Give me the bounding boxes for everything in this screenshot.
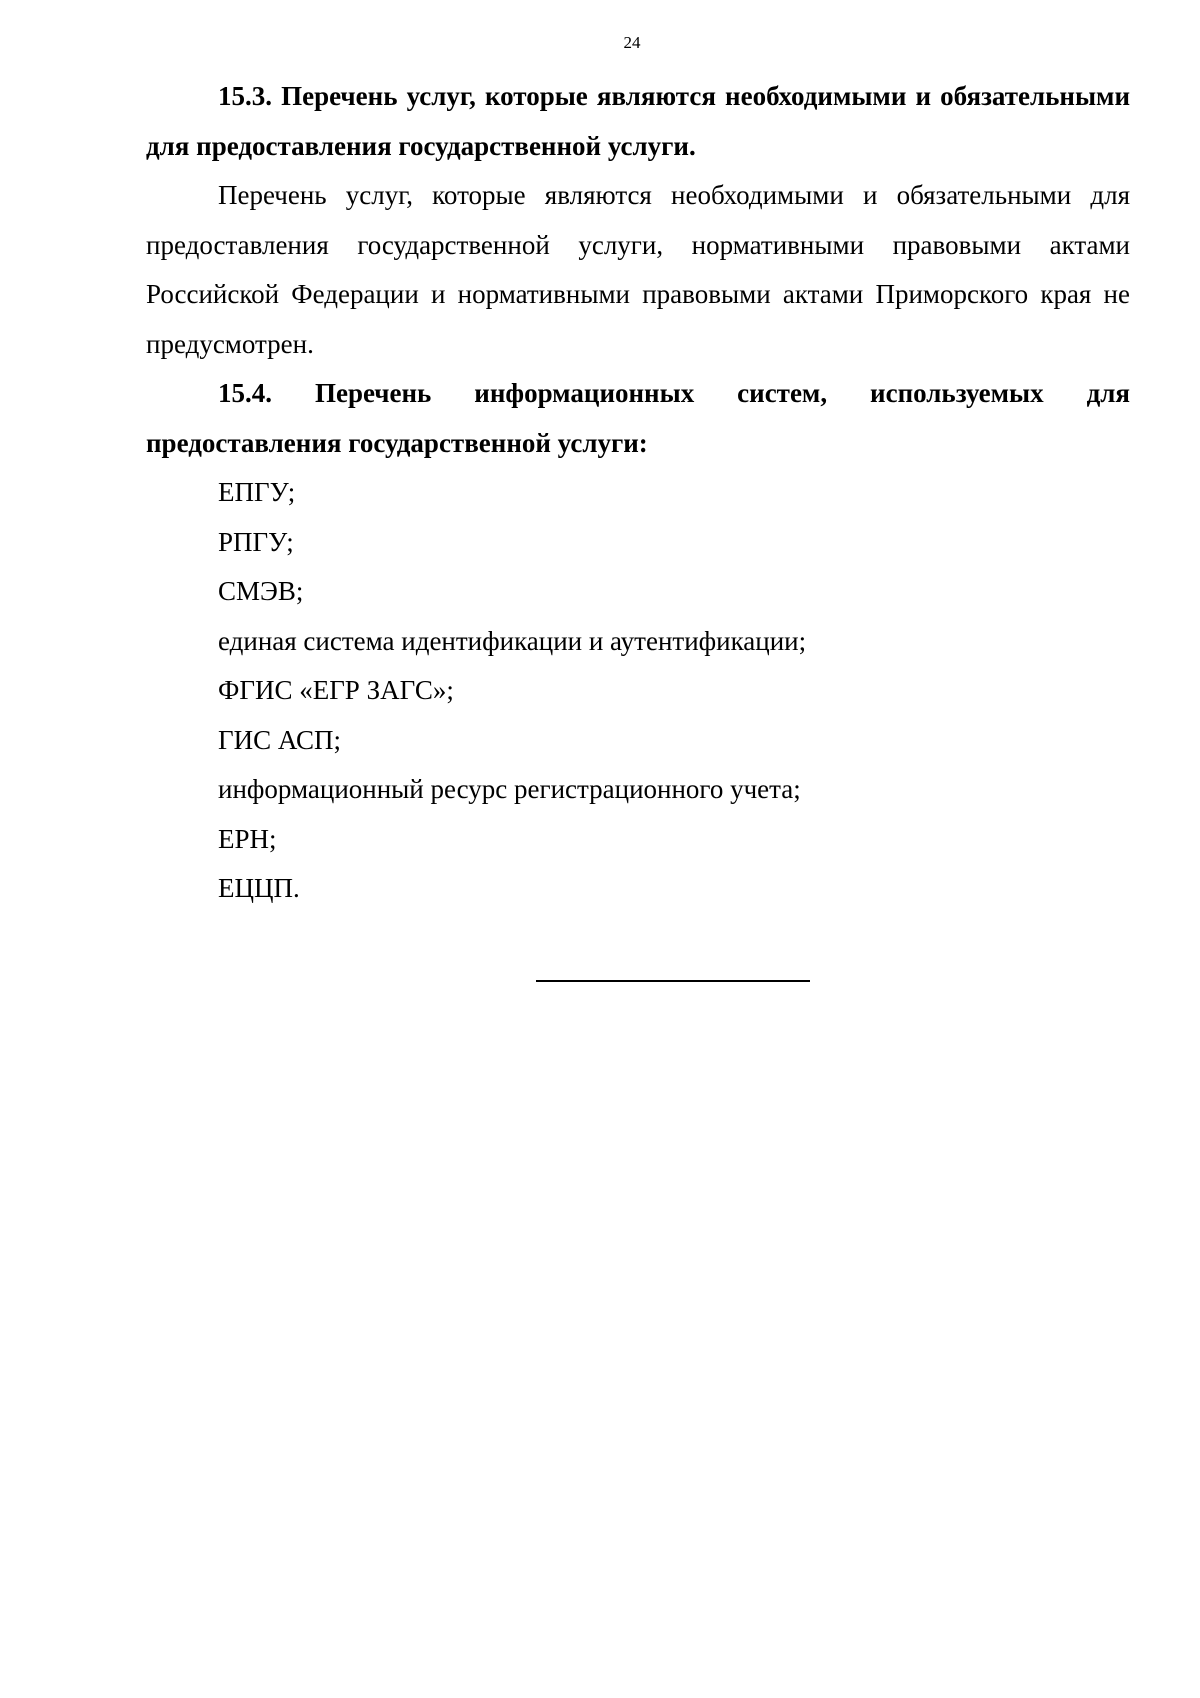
page-number: 24 bbox=[623, 33, 641, 52]
document-body bbox=[146, 72, 1130, 914]
information-systems-list bbox=[146, 468, 1130, 914]
end-of-document-rule bbox=[536, 980, 810, 982]
list-item: ФГИС «ЕГР ЗАГС»; bbox=[218, 675, 454, 705]
list-item: ЕРН; bbox=[218, 823, 277, 854]
list-item: СМЭВ; bbox=[218, 576, 304, 606]
list-item: ЕПГУ; bbox=[218, 477, 296, 507]
list-item: ЕЦЦП. bbox=[218, 873, 300, 903]
list-item: единая система идентификации и аутентификации; bbox=[218, 625, 807, 656]
list-item: ГИС АСП; bbox=[218, 724, 342, 755]
list-item: РПГУ; bbox=[218, 526, 294, 557]
section-15-3-paragraph: Перечень услуг, которые являются необходимыми и обязательными для предоставления государственной услуги, нормативными правовыми актами Российской Федерации и нормативными правовыми актами Приморского края не предусмотрен. bbox=[146, 180, 1130, 359]
list-item: информационный ресурс регистрационного учета; bbox=[218, 774, 801, 804]
section-15-3-heading: 15.3. Перечень услуг, которые являются необходимыми и обязательными для предоставления государственной услуги. bbox=[146, 81, 1130, 161]
section-15-4-heading: 15.4. Перечень информационных систем, используемых для предоставления государственной услуги: bbox=[146, 378, 1130, 458]
